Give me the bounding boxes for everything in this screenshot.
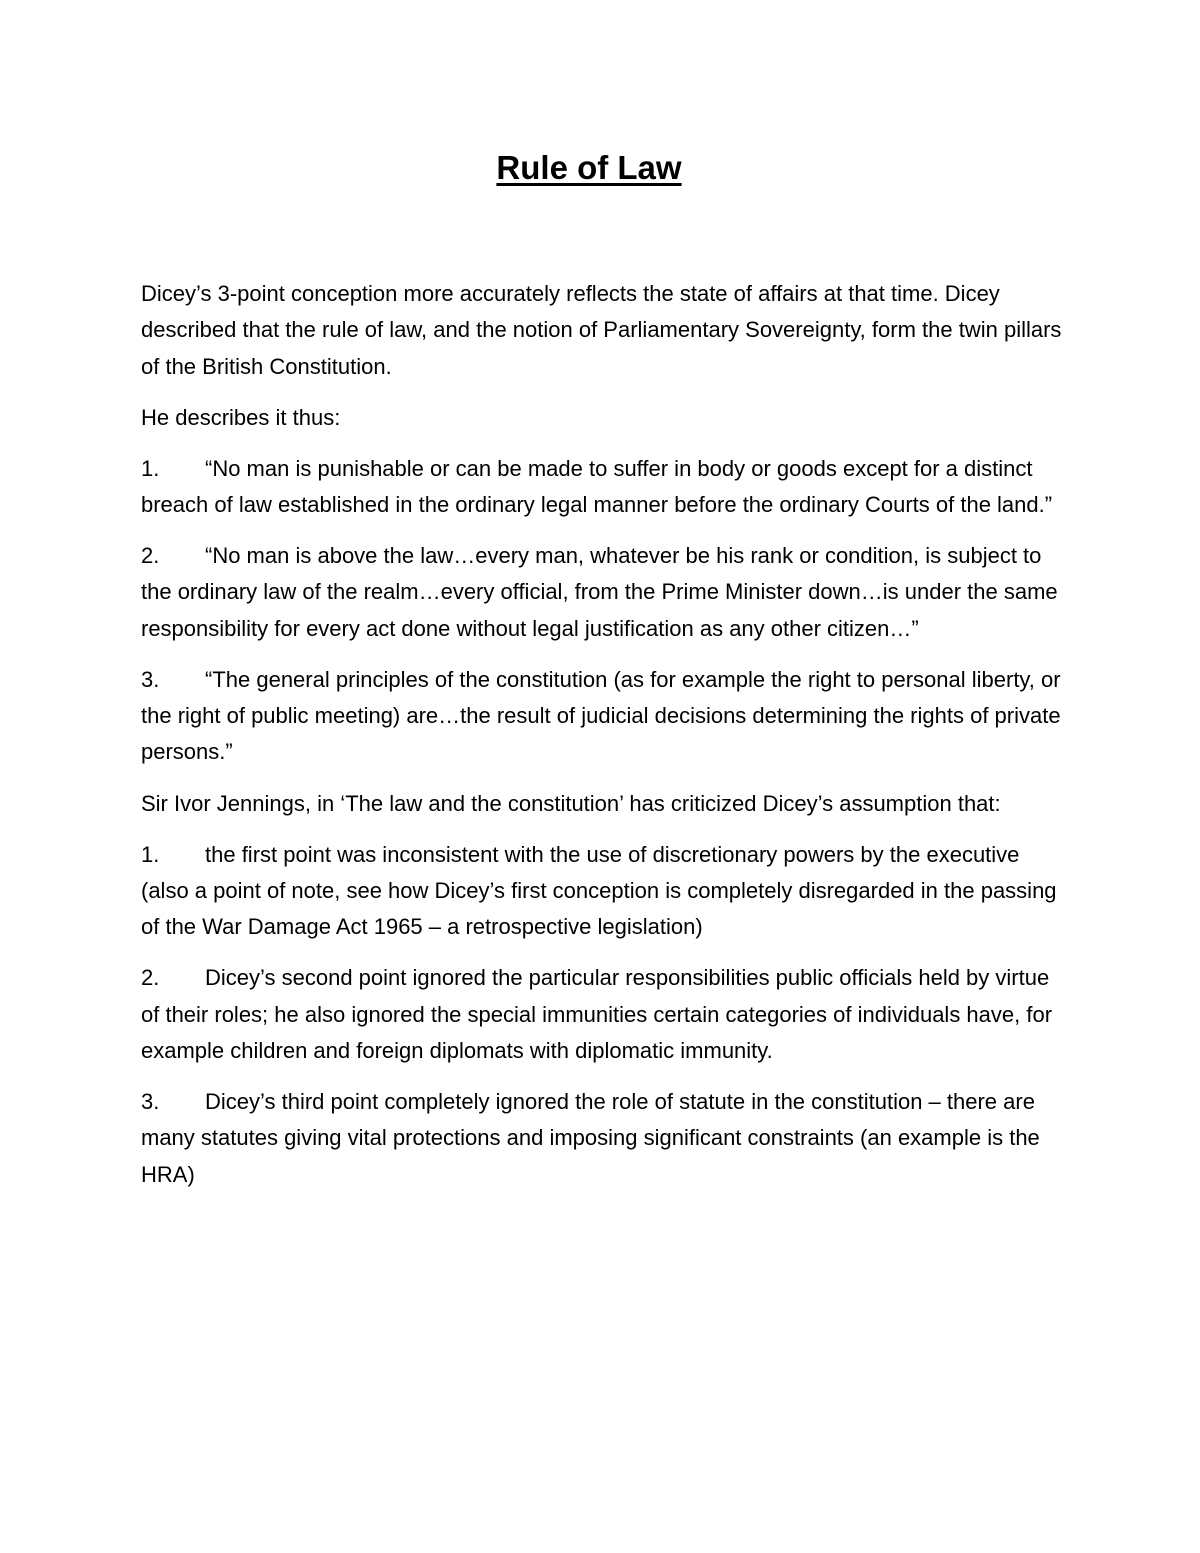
list-number: 1. [141, 841, 160, 867]
dicey-point-2 [141, 538, 1071, 647]
document-title: Rule of Law [496, 149, 682, 186]
criticism-point-3 [141, 1084, 1071, 1193]
dicey-point-1 [141, 451, 1071, 524]
list-number: 2. [141, 543, 160, 569]
list-item-text: “No man is above the law…every man, whatever be his rank or condition, is subject to the ordinary law of the realm…every official, from the Prime Minister down…is under the same responsibility for every act done without legal justification as any other citizen…” [141, 543, 1058, 641]
criticism-intro-paragraph: Sir Ivor Jennings, in ‘The law and the constitution’ has criticized Dicey’s assumption that: [141, 790, 1001, 816]
criticism-point-1 [141, 837, 1071, 946]
list-number: 2. [141, 965, 160, 991]
list-item-text: Dicey’s third point completely ignored the role of statute in the constitution – there are many statutes giving vital protections and imposing significant constraints (an example is the HRA) [141, 1089, 1040, 1187]
list-number: 3. [141, 1089, 160, 1115]
criticism-point-2 [141, 960, 1071, 1069]
list-item-text: “No man is punishable or can be made to suffer in body or goods except for a distinct breach of law established in the ordinary legal manner before the ordinary Courts of the land.” [141, 455, 1053, 518]
list-item-text: the first point was inconsistent with the use of discretionary powers by the executive (also a point of note, see how Dicey’s first conception is completely disregarded in the passing of the War Damage Act 1965 – a retrospective legislation) [141, 841, 1057, 940]
lead-in-paragraph: He describes it thus: [141, 404, 341, 430]
list-number: 1. [141, 455, 160, 481]
document-body [141, 276, 1071, 1208]
list-item-text: Dicey’s second point ignored the particular responsibilities public officials held by virtue of their roles; he also ignored the special immunities certain categories of individuals have, for example children and foreign diplomats with diplomatic immunity. [141, 965, 1053, 1063]
intro-paragraph: Dicey’s 3-point conception more accurately reflects the state of affairs at that time. Dicey described that the rule of law, and the notion of Parliamentary Sovereignty, form the twin pillars of the British Constitution. [141, 281, 1062, 379]
list-number: 3. [141, 666, 160, 692]
list-item-text: “The general principles of the constitution (as for example the right to personal liberty, or the right of public meeting) are…the result of judicial decisions determining the rights of private persons.” [141, 666, 1061, 765]
dicey-point-3 [141, 662, 1071, 771]
